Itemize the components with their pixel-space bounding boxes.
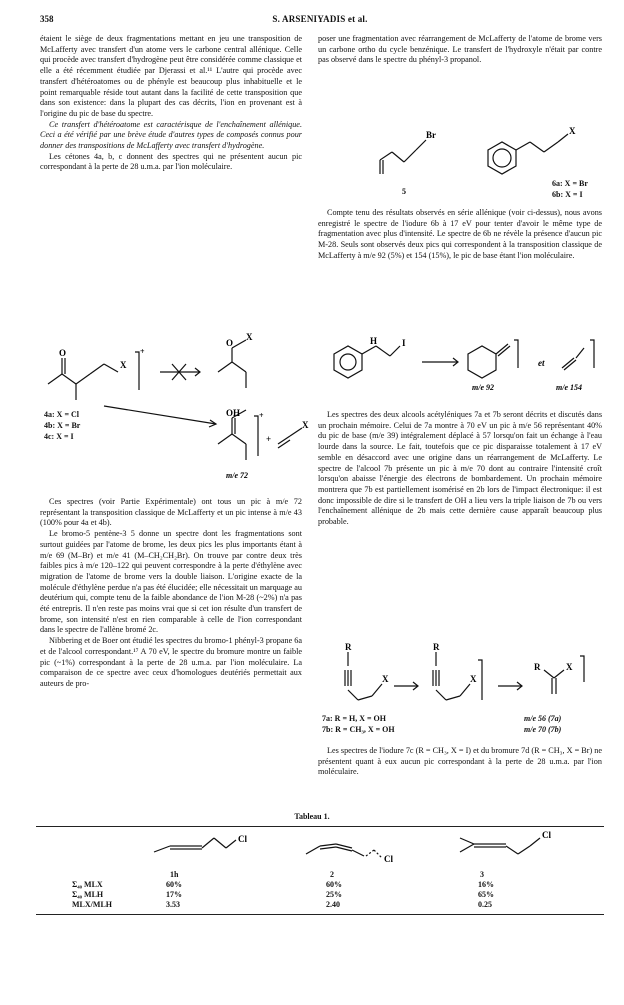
oh-label: OH (226, 408, 241, 418)
x-label: X (470, 674, 477, 684)
compound-label: 4b: X = Br (44, 421, 81, 430)
table-rule-top (36, 826, 604, 827)
page-number: 358 (40, 14, 54, 24)
i-label: I (402, 338, 406, 348)
oxygen-label: O (59, 348, 67, 358)
table-cell: 3.53 (166, 900, 180, 909)
mz-label: m/e 72 (226, 471, 248, 480)
running-authors: S. ARSENIYADIS et al. (272, 14, 368, 24)
compound-id: 3 (480, 870, 484, 879)
left-column-bottom (40, 497, 302, 690)
left-column-top (40, 34, 302, 173)
x-label: X (246, 332, 253, 342)
right-column-middle (318, 208, 602, 262)
r-label: R (433, 642, 440, 652)
paragraph: étaient le siège de deux fragmentations mettant en jeu une transposition de McLafferty avec transfert d'un atome vers le carbone central allénique. Celle qui procède avec transfert d'hydrogène peut être considérée comme classique et elle a été récemment étudiée par Djerassi et al.¹¹ L'autre qui procède avec transfert d'hétéroatomes ou de phényle est beaucoup plus inhabituelle et le point remarquable réside tout autant dans la facilité de cette transposition que dans son existence: dans la plupart des cas décrits, l'ion en provenant est à l'origine du pic de base du spectre. (40, 34, 302, 118)
h-label: H (370, 336, 378, 346)
row-label: Σ₄₀ MLX (72, 880, 103, 889)
paragraph: poser une fragmentation avec réarrangement de McLafferty de l'atome de brome vers un carbone ortho du cycle benzénique. Le transfert de l'hydroxyle n'était par contre pas observé dans le spectre du phényl-3 propanol. (318, 34, 602, 65)
compound-label: 7a: R = H, X = OH (322, 714, 387, 723)
table-cell: 0.25 (478, 900, 492, 909)
paragraph: Nibbering et de Boer ont étudié les spectres du bromo-1 phényl-3 propane 6a et de l'alcool correspondant.¹⁷ A 70 eV, le spectre du bromure montre un faible pic (~1%) correspondant à la perte de 28 u.m.a. par l'ion moléculaire. La comparaison de ce spectre avec ceux d'homologues deutériés permettait aux auteurs de pro- (40, 636, 302, 688)
et-label: et (538, 358, 545, 368)
page-header (40, 14, 600, 28)
r-label: R (345, 642, 352, 652)
paragraph: Compte tenu des résultats observés en série allénique (voir ci-dessus), nous avons enregistré le spectre de l'iodure 6b à 17 eV pour tenter d'avoir le même type de fragmentation avec plus d'intensité. Le spectre de 6b ne révèle la présence d'aucun pic M-28. Seuls sont observés deux pics qui correspondent à la transposition classique de McLafferty à m/e 92 (5%) et 154 (15%), le pic de base étant l'ion moléculaire. (318, 208, 602, 260)
oxygen-label: O (226, 338, 234, 348)
mz-label: m/e 70 (7b) (524, 725, 562, 734)
compound-label: 7b: R = CH₃, X = OH (322, 725, 395, 734)
table-cell: 25% (326, 890, 342, 899)
table-structures (36, 830, 604, 866)
compound-id: 1h (170, 870, 179, 879)
table-cell: 17% (166, 890, 182, 899)
table-title: Tableau 1. (294, 812, 330, 821)
compound-label: 6b: X = I (552, 190, 583, 199)
mz-label: m/e 56 (7a) (524, 714, 562, 723)
scheme-ketone-mclafferty (40, 332, 310, 482)
paragraph: Ces spectres (voir Partie Expérimentale) ont tous un pic à m/e 72 représentant la transposition classique de McLafferty et un pic intense à m/e 43 (100% pour 4a et 4b). (40, 497, 302, 528)
mz-label: m/e 154 (556, 383, 582, 392)
plus-sign: + (140, 347, 145, 356)
compound-id: 2 (330, 870, 334, 879)
compound-number: 5 (402, 187, 406, 196)
x-label: X (566, 662, 573, 672)
r-label: R (534, 662, 541, 672)
x-label: X (382, 674, 389, 684)
compound-label: 4a: X = Cl (44, 410, 79, 419)
table-rule-bottom (36, 914, 604, 915)
paragraph: Les spectres des deux alcools acétyléniques 7a et 7b seront décrits et discutés dans un prochain mémoire. Celui de 7a montre à 70 eV un pic à m/e 56 représentant 40% du pic de base (m/e 39) intégralement déplacé à 57 lorsqu'on fait un échange à l'eau lourde dans la source. Le fait, toutefois que ce pic disparaisse totalement à 17 eV semble en désaccord avec une origine dans un réarrangement de McLafferty. Le spectre de l'alcool 7b présente un pic à m/e 70 dont au contraire l'intensité croît lorsqu'on abaisse l'énergie des électrons de bombardement. Un prochain mémoire montrera que 7b est partiellement isomérisé en 2b lors de l'impact électronique: il est donc impossible de dire si le transfert de OH a lieu vers la triple liaison de 7b ou vers l'enchaînement allénique de 2b mais cette dernière cause apparaît beaucoup plus probable. (318, 410, 602, 527)
mz-label: m/e 92 (472, 383, 494, 392)
x-label: X (569, 126, 576, 136)
plus-sign: + (259, 411, 264, 420)
table-cell: 2.40 (326, 900, 340, 909)
right-column-bottom (318, 746, 602, 778)
row-label: MLX/MLH (72, 900, 112, 909)
scheme-iodide-fragmentation (318, 334, 602, 392)
table-cell: 16% (478, 880, 494, 889)
paragraph: Les cétones 4a, b, c donnent des spectres qui ne présentent aucun pic correspondant à la perte de 28 u.m.a. par l'ion moléculaire. (40, 151, 302, 172)
x-label: X (120, 360, 127, 370)
table-cell: 60% (326, 880, 342, 889)
paragraph: Les spectres de l'iodure 7c (R = CH₃, X = I) et du bromure 7d (R = CH₃, X = Br) ne présentent quant à eux aucun pic correspondant à la perte de 28 u.m.a. par l'ion moléculaire. (318, 746, 602, 777)
table-cell: 65% (478, 890, 494, 899)
right-column-top (318, 34, 602, 66)
cl-label: Cl (542, 830, 551, 840)
compound-label: 4c: X = I (44, 432, 74, 441)
cl-label: Cl (238, 834, 247, 844)
paragraph: Le bromo-5 pentène-3 5 donne un spectre dont les fragmentations sont surtout guidées par l'atome de brome, les deux pics les plus importants étant à m/e 69 (M–Br) et m/e 41 (M–CH₂CH₂Br). On trouve par contre deux très faibles pics à m/e 120–122 qui peuvent correspondre à la perte d'éthylène avec migration de l'atome de brome vers la double liaison. L'origine exacte de la molécule d'éthylène perdue n'a pas été élucidée; elle nécessitait un marquage au deutérium qui, compte tenu de la faible abondance de l'ion M-28 (~2%) n'a pas été entrepris. Il n'en reste pas moins vrai que si cet ion résulte d'un transfert de brome, son intensité n'est en rien comparable à celle de l'ion correspondant dans le spectre de l'allène bromé 2c. (40, 529, 302, 635)
table-cell: 60% (166, 880, 182, 889)
paragraph: Ce transfert d'hétéroatome est caractérisque de l'enchaînement allénique. Ceci a été vérifié par une brève étude d'autres types de composés connus pour donner des transpositions de McLafferty avec transfert d'hydrogène. (40, 119, 302, 151)
br-label: Br (426, 130, 436, 140)
cl-label: Cl (384, 854, 393, 864)
compound-label: 6a: X = Br (552, 179, 588, 188)
right-column-lower (318, 410, 602, 528)
plus-sign: + (266, 434, 272, 444)
row-label: Σ₄₀ MLH (72, 890, 104, 899)
x-label: X (302, 420, 309, 430)
